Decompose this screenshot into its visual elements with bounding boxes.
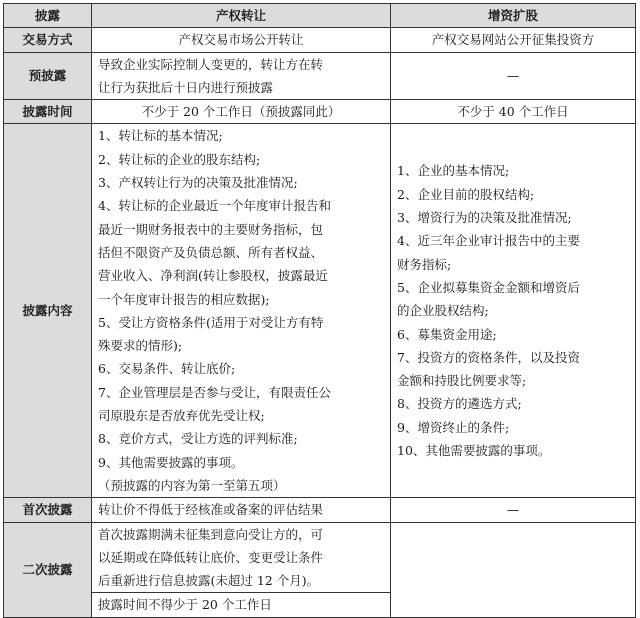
- text-line: 以延期或在降低转让底价、变更受让条件: [98, 549, 324, 565]
- list-item: 的企业股权结构;: [397, 303, 489, 319]
- disclosure-time-capital: 不少于 40 个工作日: [391, 100, 636, 124]
- header-disclosure: 披露: [4, 4, 92, 28]
- list-item: （预披露的内容为第一至第五项）: [98, 477, 286, 493]
- row-pre-disclosure: [4, 52, 636, 100]
- text-line: 后重新进行信息披露(未超过 12 个月)。: [98, 573, 320, 589]
- first-disclosure-transfer: 转让价不得低于经核准或备案的评估结果: [92, 498, 391, 522]
- disclosure-content-transfer: [92, 124, 391, 498]
- list-item: 3、产权转让行为的决策及批准情况;: [98, 175, 298, 191]
- list-item: 8、竞价方式，受让方选的评判标准;: [98, 431, 298, 447]
- list-item: 10、其他需要披露的事项。: [397, 442, 551, 458]
- list-item: 司原股东是否放弃优先受让权;: [98, 408, 265, 424]
- pre-disclosure-capital: —: [391, 52, 636, 100]
- row-first-disclosure: [4, 498, 636, 522]
- row-second-disclosure: [4, 522, 636, 593]
- first-disclosure-capital: —: [391, 498, 636, 522]
- list-item: 1、转让标的基本情况;: [98, 128, 223, 144]
- list-item: 5、企业拟募集资金金额和增资后: [397, 279, 580, 295]
- list-item: 财务指标;: [397, 256, 452, 272]
- comparison-table: [3, 3, 636, 618]
- text-line: 导致企业实际控制人变更的，转让方在转: [98, 56, 324, 72]
- list-item: 5、受让方资格条件(适用于对受让方有特: [98, 314, 324, 330]
- list-item: 殊要求的情形);: [98, 338, 183, 354]
- second-disclosure-transfer: [92, 522, 391, 593]
- label-disclosure-content: 披露内容: [4, 124, 92, 498]
- label-second-disclosure: 二次披露: [4, 522, 92, 617]
- list-item: 2、企业目前的股权结构;: [397, 186, 535, 202]
- list-item: 2、转让标的企业的股东结构;: [98, 151, 261, 167]
- text-line: 让行为获批后十日内进行预披露: [98, 79, 274, 95]
- header-row: [4, 4, 636, 28]
- list-item: 1、企业的基本情况;: [397, 163, 510, 179]
- list-item: 最近一期财务报表中的主要财务指标，包: [98, 221, 324, 237]
- pre-disclosure-transfer: [92, 52, 391, 100]
- second-disclosure-time-transfer: 披露时间不得少于 20 个工作日: [92, 593, 391, 617]
- row-disclosure-content: [4, 124, 636, 498]
- list-item: 6、交易条件、转让底价;: [98, 361, 236, 377]
- list-item: 4、近三年企业审计报告中的主要: [397, 233, 580, 249]
- disclosure-time-transfer: 不少于 20 个工作日（预披露同此）: [92, 100, 391, 124]
- list-item: 金额和持股比例要求等;: [397, 373, 527, 389]
- label-first-disclosure: 首次披露: [4, 498, 92, 522]
- trade-method-transfer: 产权交易市场公开转让: [92, 28, 391, 52]
- list-item: 4、转让标的企业最近一个年度审计报告和: [98, 198, 331, 214]
- label-trade-method: 交易方式: [4, 28, 92, 52]
- label-pre-disclosure: 预披露: [4, 52, 92, 100]
- list-item: 9、增资终止的条件;: [397, 419, 510, 435]
- second-disclosure-capital: [391, 522, 636, 617]
- text-line: 首次披露期满未征集到意向受让方的，可: [98, 526, 324, 542]
- label-disclosure-time: 披露时间: [4, 100, 92, 124]
- header-equity-transfer: 产权转让: [92, 4, 391, 28]
- row-disclosure-time: [4, 100, 636, 124]
- list-item: 8、投资方的遴选方式;: [397, 396, 522, 412]
- list-item: 7、投资方的资格条件，以及投资: [397, 349, 580, 365]
- list-item: 括但不限资产及负债总额、所有者权益、: [98, 244, 324, 260]
- row-trade-method: [4, 28, 636, 52]
- list-item: 9、其他需要披露的事项。: [98, 454, 244, 470]
- trade-method-capital: 产权交易网站公开征集投资方: [391, 28, 636, 52]
- list-item: 一个年度审计报告的相应数据);: [98, 291, 270, 307]
- list-item: 3、增资行为的决策及批准情况;: [397, 210, 572, 226]
- list-item: 营业收入、净利润(转让参股权，披露最近: [98, 268, 328, 284]
- list-item: 7、企业管理层是否参与受让，有限责任公: [98, 384, 331, 400]
- header-capital-increase: 增资扩股: [391, 4, 636, 28]
- disclosure-content-capital: [391, 124, 636, 498]
- list-item: 6、募集资金用途;: [397, 326, 497, 342]
